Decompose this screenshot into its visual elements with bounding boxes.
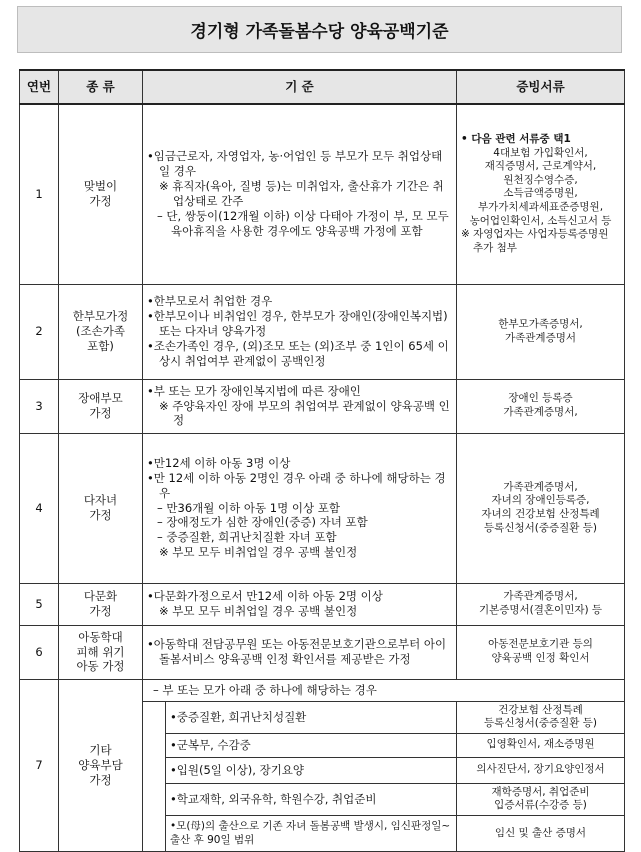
row-type: 다문화 가정	[59, 583, 143, 625]
row-no: 6	[20, 625, 59, 679]
header-criteria: 기 준	[143, 70, 457, 104]
row-proof: • 다음 관련 서류중 택1 4대보험 가입확인서, 재직증명서, 근로계약서, 원천징수영수증, 소득금액증명원, 부가가치세과세표준증명원, 농어업인확인서, 소득신고서 등 ※ 자영업자는 사업자등록증명원 추가 첨부	[457, 104, 625, 284]
table-row	[20, 625, 625, 679]
criteria-line: •부 또는 모가 장애인복지법에 따른 장애인	[147, 383, 361, 398]
row-type: 다자녀 가정	[59, 433, 143, 583]
row-intro: – 부 또는 모가 아래 중 하나에 해당하는 경우	[143, 679, 625, 701]
header-type: 종 류	[59, 70, 143, 104]
row-type: 기타 양육부담 가정	[59, 679, 143, 852]
criteria-line: •한부모이나 비취업인 경우, 한부모가 장애인(장애인복지법) 또는 다자녀 양육가정	[147, 309, 448, 339]
sub-criteria: •모(母)의 출산으로 기존 자녀 돌봄공백 발생시, 임신판정일~출산 후 90일 범위	[166, 816, 457, 852]
row-no: 2	[20, 284, 59, 379]
sub-criteria: •학교재학, 외국유학, 학원수강, 취업준비	[166, 783, 457, 815]
header-no: 연번	[20, 70, 59, 104]
criteria-line: – 장애정도가 심한 장애인(중증) 자녀 포함	[157, 515, 368, 530]
row-criteria	[143, 433, 457, 583]
row-no: 7	[20, 679, 59, 852]
row-no: 5	[20, 583, 59, 625]
row-criteria	[143, 625, 457, 679]
criteria-note: ※ 부모 모두 비취업일 경우 공백 불인정	[159, 545, 358, 560]
criteria-line: •한부모로서 취업한 경우	[147, 294, 273, 309]
criteria-note: ※ 부모 모두 비취업일 경우 공백 불인정	[159, 604, 358, 618]
table-header-row	[20, 70, 625, 104]
table-row	[20, 433, 625, 583]
criteria-line: •만 12세 이하 아동 2명인 경우 아래 중 하나에 해당하는 경우	[147, 470, 446, 500]
table-row	[20, 104, 625, 284]
table-row	[20, 583, 625, 625]
header-proof: 증빙서류	[457, 70, 625, 104]
row-criteria	[143, 284, 457, 379]
sub-proof: 임신 및 출산 증명서	[457, 816, 625, 852]
sub-criteria: •중증질환, 희귀난치성질환	[166, 701, 457, 733]
row-proof: 한부모가족증명서, 가족관계증명서	[457, 284, 625, 379]
proof-header: • 다음 관련 서류중 택1	[461, 132, 571, 145]
row-criteria	[143, 583, 457, 625]
criteria-line: – 만36개월 이하 아동 1명 이상 포함	[157, 500, 340, 515]
row-proof: 장애인 등록증 가족관계증명서,	[457, 379, 625, 433]
row-no: 3	[20, 379, 59, 433]
criteria-line: •임금근로자, 자영업자, 농·어업인 등 부모가 모두 취업상태일 경우	[147, 149, 443, 179]
page-title: 경기형 가족돌봄수당 양육공백기준	[17, 6, 622, 53]
row-criteria	[143, 379, 457, 433]
table-row	[20, 679, 625, 701]
sub-proof: 건강보험 산정특례 등록신청서(중증질환 등)	[457, 701, 625, 733]
row-no: 4	[20, 433, 59, 583]
row-proof: 가족관계증명서, 자녀의 장애인등록증, 자녀의 건강보험 산정특례 등록신청서(중증질환 등)	[457, 433, 625, 583]
row-proof: 가족관계증명서, 기본증명서(결혼이민자) 등	[457, 583, 625, 625]
sub-proof: 재학증명서, 취업준비 입증서류(수강증 등)	[457, 783, 625, 815]
criteria-line: – 단, 쌍둥이(12개월 이하) 이상 다태아 가정이 부, 모 모두 육아휴직을 사용한 경우에도 양육공백 가정에 포함	[157, 209, 449, 239]
criteria-note: ※ 휴직자(육아, 질병 등)는 미취업자, 출산휴가 기간은 취업상태로 간주	[159, 179, 444, 209]
criteria-table	[19, 69, 625, 852]
sub-proof: 입영확인서, 재소증명원	[457, 733, 625, 757]
indent-spacer	[143, 701, 166, 852]
sub-criteria: •입원(5일 이상), 장기요양	[166, 757, 457, 783]
criteria-note: ※ 주양육자인 장애 부모의 취업여부 관계없이 양육공백 인정	[159, 398, 450, 428]
proof-note: ※ 자영업자는 사업자등록증명원 추가 첨부	[461, 228, 609, 254]
row-criteria	[143, 104, 457, 284]
row-type: 아동학대 피해 위기 아동 가정	[59, 625, 143, 679]
row-type: 장애부모 가정	[59, 379, 143, 433]
row-no: 1	[20, 104, 59, 284]
row-type: 맞벌이 가정	[59, 104, 143, 284]
criteria-line: •조손가족인 경우, (외)조모 또는 (외)조부 중 1인이 65세 이상시 취업여부 관계없이 공백인정	[147, 338, 449, 368]
row-type: 한부모가정 (조손가족 포함)	[59, 284, 143, 379]
sub-criteria: •군복무, 수감중	[166, 733, 457, 757]
table-row	[20, 379, 625, 433]
criteria-line: •다문화가정으로서 만12세 이하 아동 2명 이상	[147, 589, 383, 604]
row-proof: 아동전문보호기관 등의 양육공백 인정 확인서	[457, 625, 625, 679]
table-row	[20, 284, 625, 379]
sub-proof: 의사진단서, 장기요양인정서	[457, 757, 625, 783]
criteria-line: – 중증질환, 희귀난치질환 자녀 포함	[157, 530, 337, 545]
criteria-line: •아동학대 전담공무원 또는 아동전문보호기관으로부터 아이돌봄서비스 양육공백 인정 확인서를 제공받은 가정	[147, 637, 447, 666]
criteria-line: •만12세 이하 아동 3명 이상	[147, 455, 291, 470]
